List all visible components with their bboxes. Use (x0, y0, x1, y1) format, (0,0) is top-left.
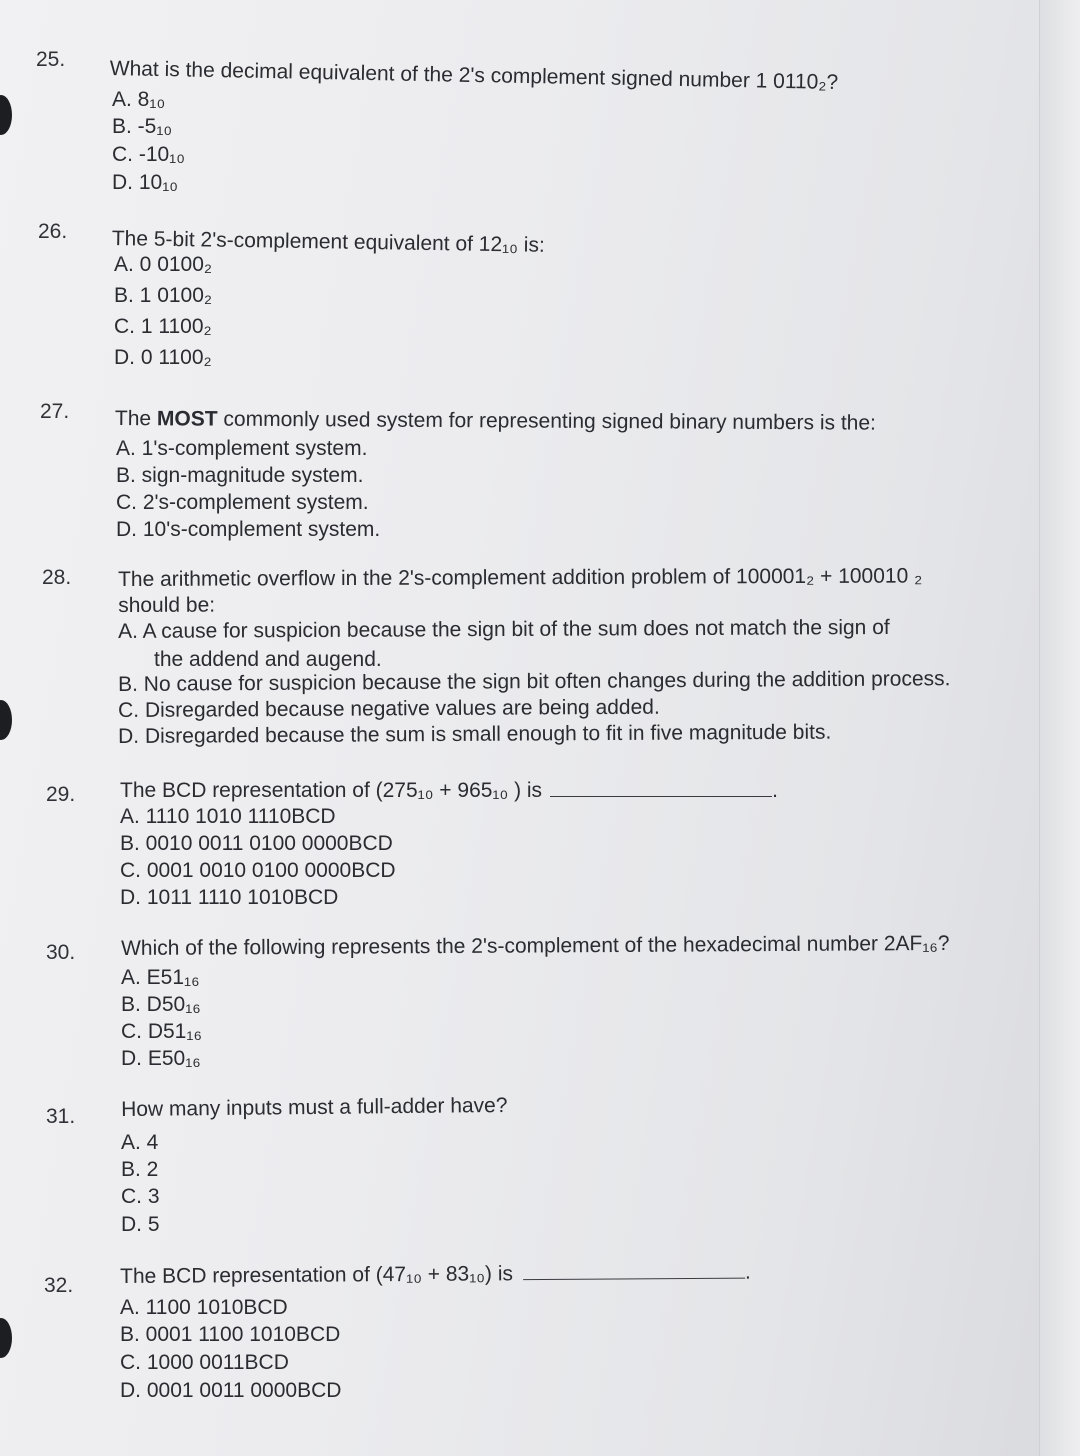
option-a[interactable]: A. E51₁₆ (121, 966, 200, 989)
question-stem: The arithmetic overflow in the 2's-complement addition problem of 100001₂ + 100010 ₂ should be: (118, 564, 923, 617)
option-b[interactable]: B. sign-magnitude system. (116, 464, 364, 487)
option-c[interactable]: C. 0001 0010 0100 0000BCD (120, 859, 396, 882)
option-b[interactable]: B. 1 0100₂ (114, 284, 213, 307)
underlying-sheet-edge (1039, 0, 1080, 1456)
stem-text: The (114, 406, 158, 431)
option-c[interactable]: C. D51₁₆ (121, 1020, 202, 1043)
option-d[interactable]: D. E50₁₆ (121, 1047, 201, 1070)
option-a[interactable]: A. 0 0100₂ (114, 253, 213, 276)
question-number: 26. (38, 220, 68, 243)
question-number: 31. (46, 1105, 76, 1128)
stem-end: . (772, 779, 778, 802)
stem-emphasis: MOST (156, 407, 218, 431)
option-d[interactable]: D. 10₁₀ (112, 171, 178, 194)
option-b[interactable]: B. -5₁₀ (112, 115, 173, 138)
stem-text: The BCD representation of (47₁₀ + 83₁₀) is (120, 1262, 514, 1288)
question-stem: What is the decimal equivalent of the 2's complement signed number 1 0110₂? (109, 56, 839, 94)
stem-end: . (744, 1260, 751, 1284)
option-a[interactable]: A. 1110 1010 1110BCD (120, 805, 336, 828)
option-a[interactable]: A. 1's-complement system. (116, 437, 368, 460)
answer-blank[interactable] (523, 1260, 745, 1281)
answer-blank[interactable] (550, 778, 772, 797)
question-number: 32. (44, 1274, 74, 1297)
question-stem: The 5-bit 2's-complement equivalent of 12₁₀ is: (111, 226, 545, 257)
option-c[interactable]: C. Disregarded because negative values are being added. (118, 695, 660, 722)
option-b[interactable]: B. 2 (121, 1158, 159, 1181)
option-d[interactable]: D. 0 1100₂ (114, 346, 212, 369)
option-b[interactable]: B. 0010 0011 0100 0000BCD (120, 832, 393, 855)
option-b[interactable]: B. 0001 1100 1010BCD (120, 1323, 341, 1346)
option-d[interactable]: D. 0001 0011 0000BCD (120, 1379, 342, 1402)
option-d[interactable]: D. 5 (121, 1213, 160, 1236)
question-stem (115, 406, 876, 437)
question-number: 27. (40, 400, 70, 423)
stem-text: commonly used system for representing signed binary numbers is the: (217, 407, 876, 435)
option-c[interactable]: C. 1 1100₂ (114, 315, 212, 338)
question-number: 30. (46, 941, 76, 964)
question-stem (120, 778, 778, 804)
option-d[interactable]: D. 10's-complement system. (116, 518, 381, 541)
option-a[interactable]: A. 1100 1010BCD (120, 1296, 288, 1319)
option-b[interactable]: B. No cause for suspicion because the sign bit often changes during the addition process. (118, 667, 951, 696)
option-c[interactable]: C. 1000 0011BCD (120, 1351, 289, 1374)
binder-hole (0, 95, 12, 135)
question-number: 25. (36, 48, 66, 71)
option-a[interactable]: A. 8₁₀ (112, 88, 166, 111)
stem-text: The BCD representation of (275₁₀ + 965₁₀ ) is (120, 779, 543, 802)
binder-hole (0, 1318, 12, 1358)
question-number: 29. (46, 783, 76, 806)
option-d[interactable]: D. 1011 1110 1010BCD (120, 886, 339, 909)
question-number: 28. (42, 566, 72, 589)
option-a[interactable]: A. 4 (121, 1131, 159, 1154)
option-b[interactable]: B. D50₁₆ (121, 993, 201, 1016)
option-d[interactable]: D. Disregarded because the sum is small enough to fit in five magnitude bits. (118, 720, 832, 748)
option-a-continued: the addend and augend. (154, 648, 382, 671)
option-c[interactable]: C. 3 (121, 1185, 160, 1208)
question-stem: Which of the following represents the 2's-complement of the hexadecimal number 2AF₁₆? (121, 931, 950, 960)
option-a[interactable]: A. A cause for suspicion because the sign bit of the sum does not match the sign of (118, 615, 890, 643)
question-stem (120, 1260, 751, 1290)
question-stem: How many inputs must a full-adder have? (121, 1093, 508, 1121)
option-c[interactable]: C. -10₁₀ (112, 143, 185, 166)
option-c[interactable]: C. 2's-complement system. (116, 491, 369, 514)
binder-hole (0, 700, 12, 740)
